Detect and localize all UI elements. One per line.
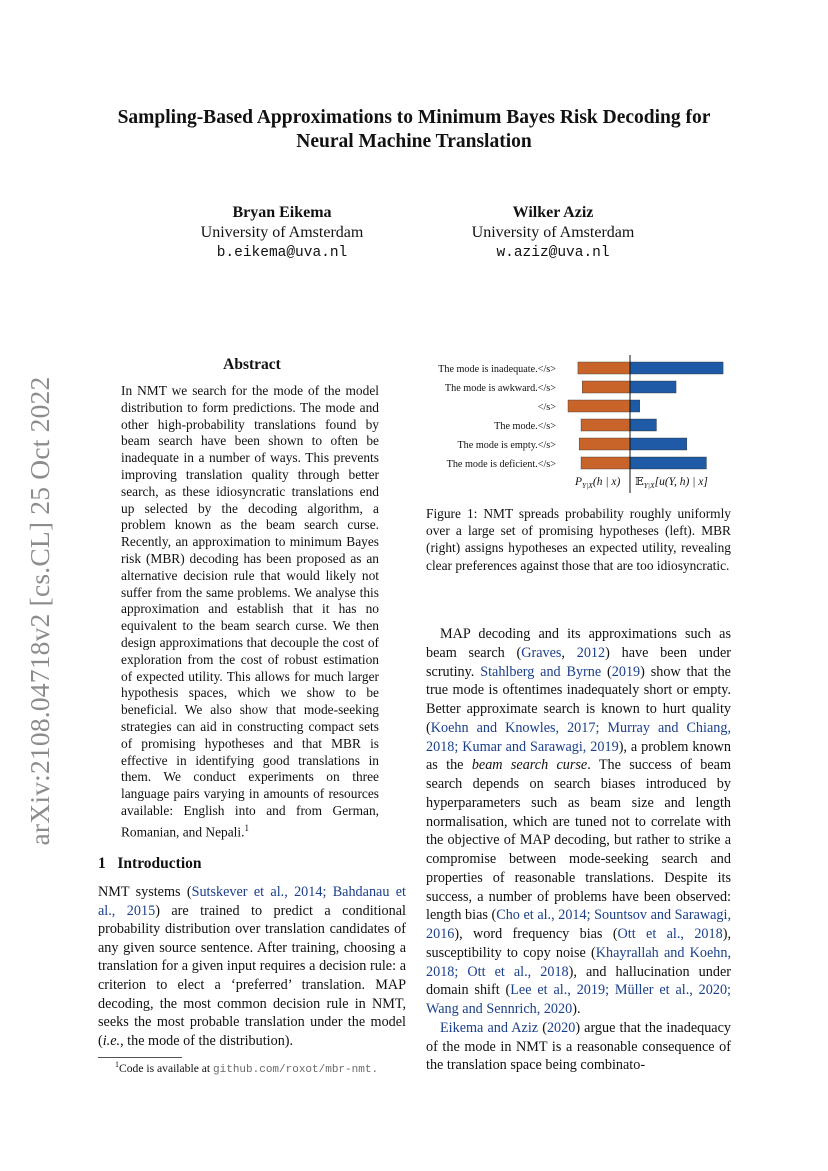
- bar-expected-utility: [630, 457, 706, 469]
- category-label: </s>: [537, 402, 556, 413]
- author-block-2: [443, 203, 663, 263]
- author-email[interactable]: w.aziz@uva.nl: [496, 245, 610, 261]
- bar-probability: [568, 400, 630, 412]
- footnote-rule: [98, 1057, 182, 1058]
- bar-probability: [579, 438, 630, 450]
- section-number: 1: [98, 855, 106, 872]
- text-run: ), and hallucination under domain shift (: [426, 963, 731, 999]
- author-email[interactable]: b.eikema@uva.nl: [216, 245, 348, 261]
- section-title: Introduction: [117, 855, 202, 872]
- emphasis-text: beam search curse: [471, 757, 588, 774]
- title-line-1: Sampling-Based Approximations to Minimum Bayes Risk Decoding for: [117, 107, 711, 128]
- intro-paragraph: [98, 883, 406, 1050]
- bar-expected-utility: [630, 362, 723, 374]
- footnote-link[interactable]: github.com/roxot/mbr-nmt.: [213, 1063, 379, 1076]
- citation-link[interactable]: Koehn and Knowles, 2017; Murray and Chiang, 2018; Kumar and Sarawagi, 2019: [426, 719, 731, 755]
- abstract-body: [121, 383, 379, 841]
- category-label: The mode is inadequate.</s>: [438, 364, 556, 375]
- text-run: ), susceptibility to copy noise (: [426, 926, 731, 961]
- figure-1-caption: Figure 1: NMT spreads probability roughly uniformly over a large set of promising hypotheses (left). MBR (right) assigns hypotheses an expected utility, revealing clear preferences against those that are too idiosyncratic.: [426, 506, 731, 573]
- text-run: ,: [561, 644, 577, 661]
- footnote: [115, 1060, 378, 1076]
- x-label-left-argument: (h | x): [592, 476, 621, 488]
- text-run: NMT systems (: [98, 884, 192, 900]
- text-run: ) show that the true mode is oftentimes inadequately short or empty. Better approximate search is known to hurt quality (: [426, 663, 731, 736]
- bar-probability: [582, 381, 630, 393]
- author-block-1: [172, 203, 392, 263]
- body-paragraph: [426, 1019, 731, 1075]
- author-name: Wilker Aziz: [512, 204, 594, 221]
- category-label: The mode is empty.</s>: [457, 440, 556, 451]
- citation-link[interactable]: Cho et al., 2014; Sountsov and Sarawagi, 2016: [426, 907, 731, 942]
- text-run: , the mode of the distribution).: [120, 1032, 294, 1049]
- arxiv-stamp: [20, 372, 60, 850]
- bar-expected-utility: [630, 419, 656, 431]
- body-paragraph: [426, 625, 731, 1019]
- bar-probability: [581, 419, 630, 431]
- author-affiliation: University of Amsterdam: [200, 224, 364, 241]
- emphasis-text: i.e.: [102, 1032, 121, 1049]
- citation-link[interactable]: Sutskever et al., 2014; Bahdanau et al., 2015: [98, 884, 406, 919]
- citation-link[interactable]: Graves: [521, 644, 562, 661]
- text-run: (: [601, 663, 612, 680]
- abstract-text: In NMT we search for the mode of the model distribution to form predictions. The mode and other high-probability translations found by beam search have been shown to often be inadequate in a number of ways. This prevents improving translation quality through better search, as these idiosyncratic translations end up selected by the decoding algorithm, a problem known as the beam search curse. Recently, an approximation to minimum Bayes risk (MBR) decoding has been proposed as an alternative decision rule that would likely not suffer from the same problems. We analyse this approximation and establish that it has no equivalent to the beam search curse. We then design approximations that decouple the cost of exploration from the cost of robust estimation of expected utility. This allows for much larger hypothesis spaces, which we show to be beneficial. We also show that mode-seeking strategies can aid in constructing compact sets of promising hypotheses and that MBR is effective in identifying good translations in them. We conduct experiments on three language pairs varying in amounts of resources available: English into and from German, Romanian, and Nepali.: [121, 383, 379, 840]
- arxiv-id: arXiv:2108.04718v2 [cs.CL] 25 Oct 2022: [24, 376, 55, 846]
- x-label-right-symbol: 𝔼: [635, 476, 644, 488]
- text-run: MAP decoding and its approximations such as beam search (: [426, 626, 731, 661]
- text-run: ) are trained to predict a conditional probability distribution over translation candidates of any given source sentence. After training, choosing a translation for a given input requires a decision rule: a criterion to elect a ‘preferred’ translation. MAP decoding, the most common decision rule in NMT, seeks the most probable translation under the model (: [98, 902, 406, 1049]
- category-label: The mode is deficient.</s>: [446, 459, 556, 470]
- title-line-2: Neural Machine Translation: [296, 131, 532, 152]
- x-label-right-argument: [u(Y, h) | x]: [654, 476, 708, 488]
- x-label-left: [574, 476, 620, 490]
- text-run: ).: [572, 1001, 581, 1017]
- bar-expected-utility: [630, 381, 676, 393]
- citation-link[interactable]: 2019: [611, 663, 641, 680]
- x-label-left-symbol: P: [575, 476, 583, 488]
- bar-probability: [581, 457, 630, 469]
- paper-title: [0, 106, 828, 154]
- bar-probability: [578, 362, 630, 374]
- category-label: The mode is awkward.</s>: [444, 383, 556, 394]
- x-label-right-subscript: Y|X: [643, 481, 655, 490]
- citation-link[interactable]: Eikema and Aziz: [440, 1019, 539, 1036]
- footnote-mark[interactable]: 1: [244, 822, 249, 833]
- right-column-body: [426, 625, 731, 1075]
- citation-link[interactable]: 2020: [546, 1019, 576, 1036]
- text-run: . The success of beam search depends on search biases introduced by hyperparameters such as beam size and length normalisation, which are tuned not to correlate with the objective of MAP decoding, but rather to strike a compromise between mode-seeking search and properties of reasonable translations. Despite its success, a number of problems have been observed: length bias (: [426, 757, 731, 924]
- text-run: ) have been under scrutiny.: [426, 644, 732, 680]
- footnote-text: Code is available at: [119, 1061, 214, 1075]
- text-run: ) argue that the inadequacy of the mode in NMT is a reasonable consequence of the translation space being combinato-: [426, 1019, 731, 1074]
- author-affiliation: University of Amsterdam: [471, 224, 635, 241]
- abstract-heading: Abstract: [223, 356, 281, 373]
- x-label-left-subscript: Y|X: [582, 481, 593, 490]
- citation-link[interactable]: 2012: [576, 644, 606, 661]
- citation-link[interactable]: Khayrallah and Koehn, 2018; Ott et al., 2018: [426, 944, 732, 980]
- category-label: The mode.</s>: [494, 421, 556, 432]
- citation-link[interactable]: Ott et al., 2018: [617, 926, 723, 942]
- bar-expected-utility: [630, 438, 687, 450]
- footnote-number: 1: [115, 1060, 119, 1069]
- bar-expected-utility: [630, 400, 640, 412]
- text-run: ), a problem known as the: [426, 738, 731, 774]
- text-run: (: [538, 1019, 547, 1036]
- citation-link[interactable]: Lee et al., 2019; Müller et al., 2020; Wang and Sennrich, 2020: [426, 982, 731, 1017]
- section-heading: [98, 855, 202, 873]
- bar-chart-svg: [426, 355, 736, 495]
- figure-1-chart: [426, 355, 736, 495]
- text-run: ), word frequency bias (: [454, 926, 618, 942]
- citation-link[interactable]: Stahlberg and Byrne: [480, 663, 602, 680]
- author-name: Bryan Eikema: [232, 204, 332, 221]
- x-label-right: [635, 476, 708, 490]
